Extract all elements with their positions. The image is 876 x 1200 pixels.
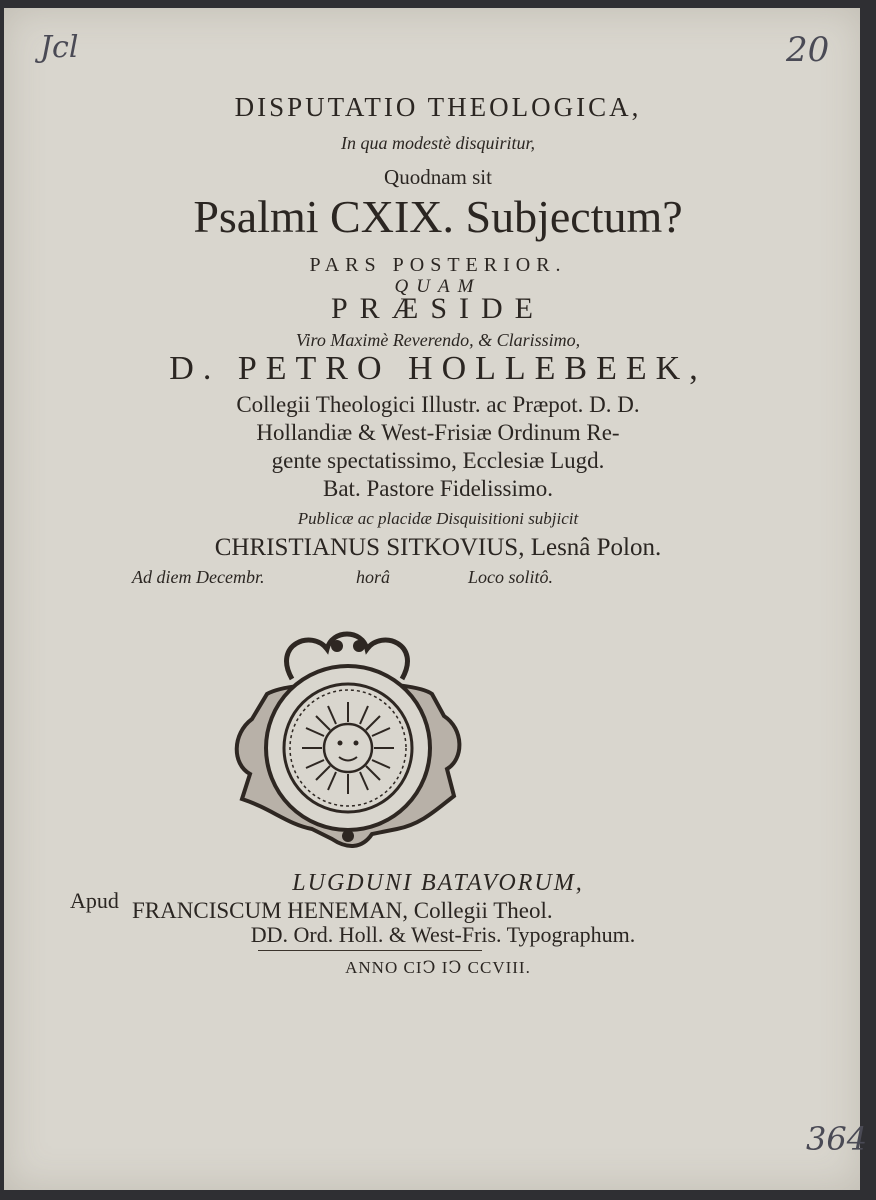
respondens-hour: horâ [356, 567, 391, 587]
part-label: PARS POSTERIOR. [309, 254, 567, 276]
respondens-date: Ad diem Decembr. [132, 567, 265, 587]
preses-title-line2: Hollandiæ & West-Frisiæ Ordinum Re- [256, 420, 620, 445]
preses-title-line3: gente spectatissimo, Ecclesiæ Lugd. [271, 448, 605, 473]
folio-number: 20 [786, 30, 830, 70]
preses-honorific: Viro Maximè Reverendo, & Clarissimo, [295, 330, 581, 350]
imprint-year: ANNO CIↃ IↃ CCVIII. [345, 958, 531, 977]
respondens-intro: Publicæ ac placidæ Disquisitioni subjicit [297, 509, 579, 528]
imprint-city: LUGDUNI BATAVORUM, [292, 870, 584, 896]
question-intro: Quodnam sit [384, 165, 492, 189]
quam-label: QUAM [394, 276, 482, 297]
psalm-title: Psalmi CXIX. Subjectum? [193, 191, 683, 242]
respondens-name: CHRISTIANUS SITKOVIUS, Lesnâ Polon. [214, 534, 662, 561]
main-title: DISPUTATIO THEOLOGICA, [234, 92, 642, 122]
preses-title-line1: Collegii Theologici Illustr. ac Præpot. D. D. [236, 392, 640, 417]
imprint-printer: FRANCISCUM HENEMAN, Collegii Theol. [132, 898, 553, 923]
subtitle-line: In qua modestè disquiritur, [340, 133, 535, 153]
shelf-number: 364 [806, 1120, 868, 1158]
printers-device-emblem [232, 624, 464, 854]
imprint-apud: Apud [70, 888, 119, 913]
preses-name: D. PETRO HOLLEBEEK, [169, 350, 707, 387]
respondens-place: Loco solitô. [468, 567, 554, 587]
imprint-typographer: DD. Ord. Holl. & West-Fris. Typographum. [250, 922, 636, 947]
marginal-note-top-left: Jcl [40, 30, 79, 65]
preses-title-line4: Bat. Pastore Fidelissimo. [323, 476, 553, 501]
praeside-heading: PRÆSIDE [330, 292, 546, 325]
imprint-rule [258, 950, 482, 951]
